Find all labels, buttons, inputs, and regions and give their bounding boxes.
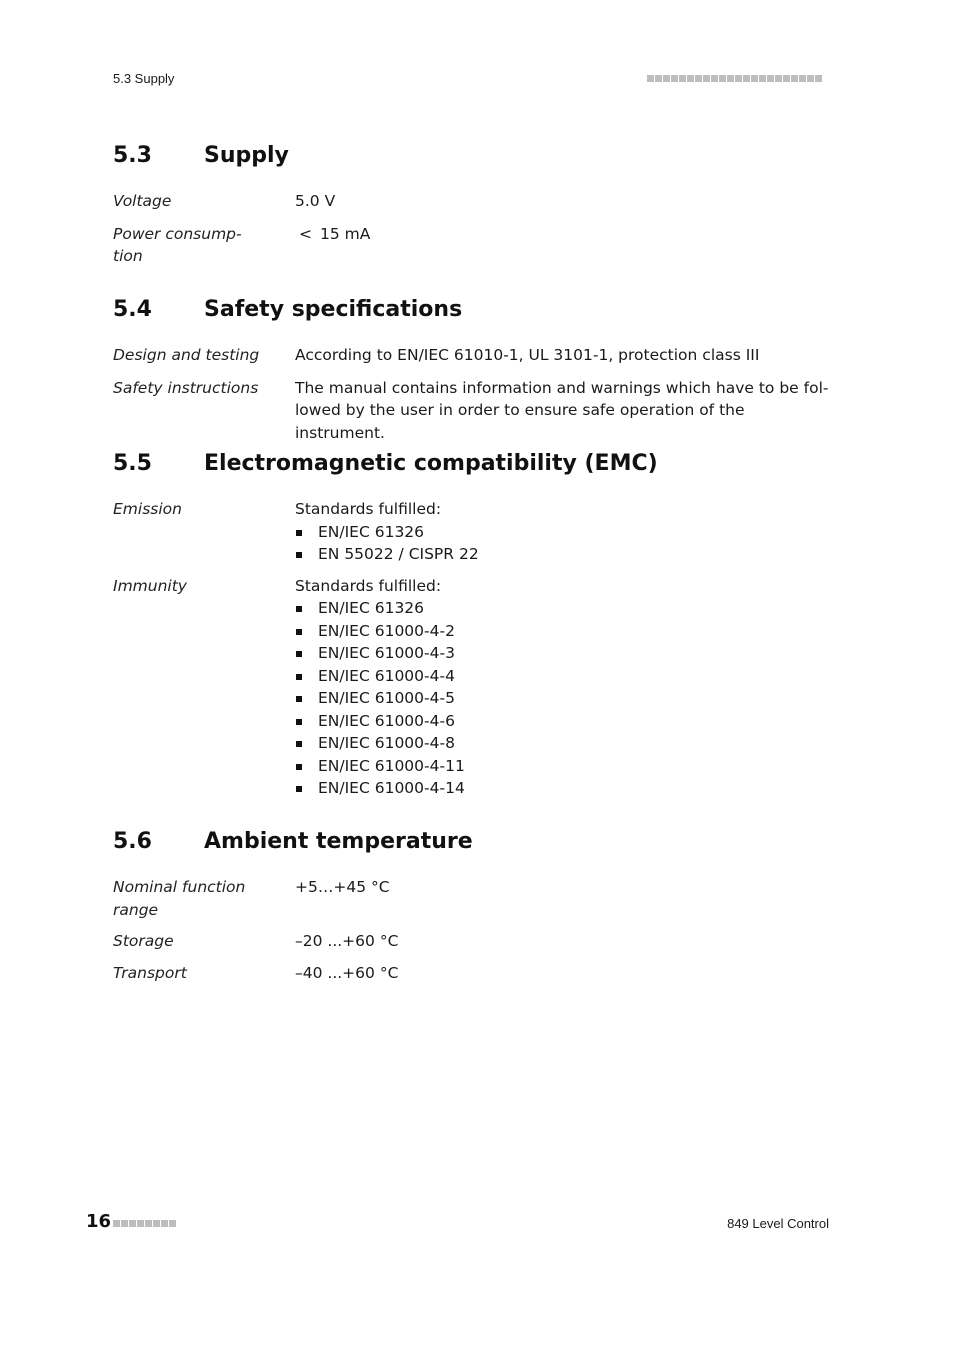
spec-value: According to EN/IEC 61010-1, UL 3101-1, protection class III — [295, 346, 760, 364]
spec-label: Immunity — [113, 576, 187, 595]
section-title: Ambient temperature — [204, 829, 473, 854]
spec-label: Voltage — [113, 192, 172, 210]
page-number: 16 — [86, 1211, 112, 1232]
standards-intro: Standards fulfilled: — [295, 576, 442, 595]
spec-label: Power consump- tion — [113, 224, 242, 265]
standards-list — [295, 521, 833, 566]
list-item: EN/IEC 61000-4-2 — [295, 620, 833, 643]
section-title: Electromagnetic compatibility (EMC) — [204, 451, 658, 476]
spec-value — [295, 575, 833, 800]
spec-label: Nominal function range — [113, 878, 246, 919]
spec-value: –20 ...+60 °C — [295, 932, 399, 950]
footer-decoration — [113, 1220, 176, 1227]
section-supply — [113, 141, 833, 268]
spec-row-safety-instructions — [113, 377, 833, 445]
section-heading — [113, 141, 833, 171]
spec-row-power — [113, 223, 833, 268]
section-safety — [113, 295, 833, 444]
product-name: 849 Level Control — [727, 1216, 829, 1231]
spec-row-nominal-range — [113, 876, 833, 921]
spec-label: Transport — [113, 963, 187, 982]
spec-value: –40 ...+60 °C — [295, 963, 399, 982]
list-item: EN/IEC 61000-4-11 — [295, 755, 833, 778]
spec-label: Emission — [113, 500, 182, 518]
list-item: EN/IEC 61000-4-3 — [295, 642, 833, 665]
section-ambient — [113, 827, 833, 984]
running-head: 5.3 Supply — [113, 71, 175, 86]
list-item: EN/IEC 61326 — [295, 597, 833, 620]
spec-row-transport — [113, 962, 833, 985]
list-item: EN 55022 / CISPR 22 — [295, 543, 833, 566]
header-decoration — [647, 75, 822, 82]
standards-intro: Standards fulfilled: — [295, 500, 442, 518]
section-title: Supply — [204, 143, 289, 168]
section-emc — [113, 449, 833, 800]
spec-row-design — [113, 344, 833, 367]
spec-value — [299, 223, 833, 246]
spec-value — [295, 498, 833, 566]
less-than-sign: < — [299, 224, 312, 243]
spec-label: Design and testing — [113, 346, 260, 364]
list-item: EN/IEC 61326 — [295, 521, 833, 544]
section-heading — [113, 827, 833, 857]
spec-row-storage — [113, 930, 833, 953]
standards-list — [295, 597, 833, 800]
spec-label: Storage — [113, 932, 174, 950]
spec-value-text: 15 mA — [320, 224, 371, 243]
list-item: EN/IEC 61000-4-5 — [295, 687, 833, 710]
spec-row-emission — [113, 498, 833, 566]
spec-value: 5.0 V — [295, 192, 336, 210]
section-number: 5.3 — [113, 143, 152, 168]
list-item: EN/IEC 61000-4-6 — [295, 710, 833, 733]
section-number: 5.4 — [113, 297, 152, 322]
spec-value: +5…+45 °C — [295, 878, 390, 896]
list-item: EN/IEC 61000-4-4 — [295, 665, 833, 688]
spec-row-voltage — [113, 190, 833, 213]
section-number: 5.5 — [113, 451, 152, 476]
section-title: Safety specifications — [204, 297, 463, 322]
list-item: EN/IEC 61000-4-14 — [295, 777, 833, 800]
section-heading — [113, 449, 833, 479]
spec-row-immunity — [113, 575, 833, 800]
list-item: EN/IEC 61000-4-8 — [295, 732, 833, 755]
section-number: 5.6 — [113, 829, 152, 854]
section-heading — [113, 295, 833, 325]
spec-label: Safety instructions — [113, 378, 259, 397]
spec-value: The manual contains information and warnings which have to be fol- lowed by the user in order to ensure safe operation of the instrument. — [295, 378, 829, 442]
